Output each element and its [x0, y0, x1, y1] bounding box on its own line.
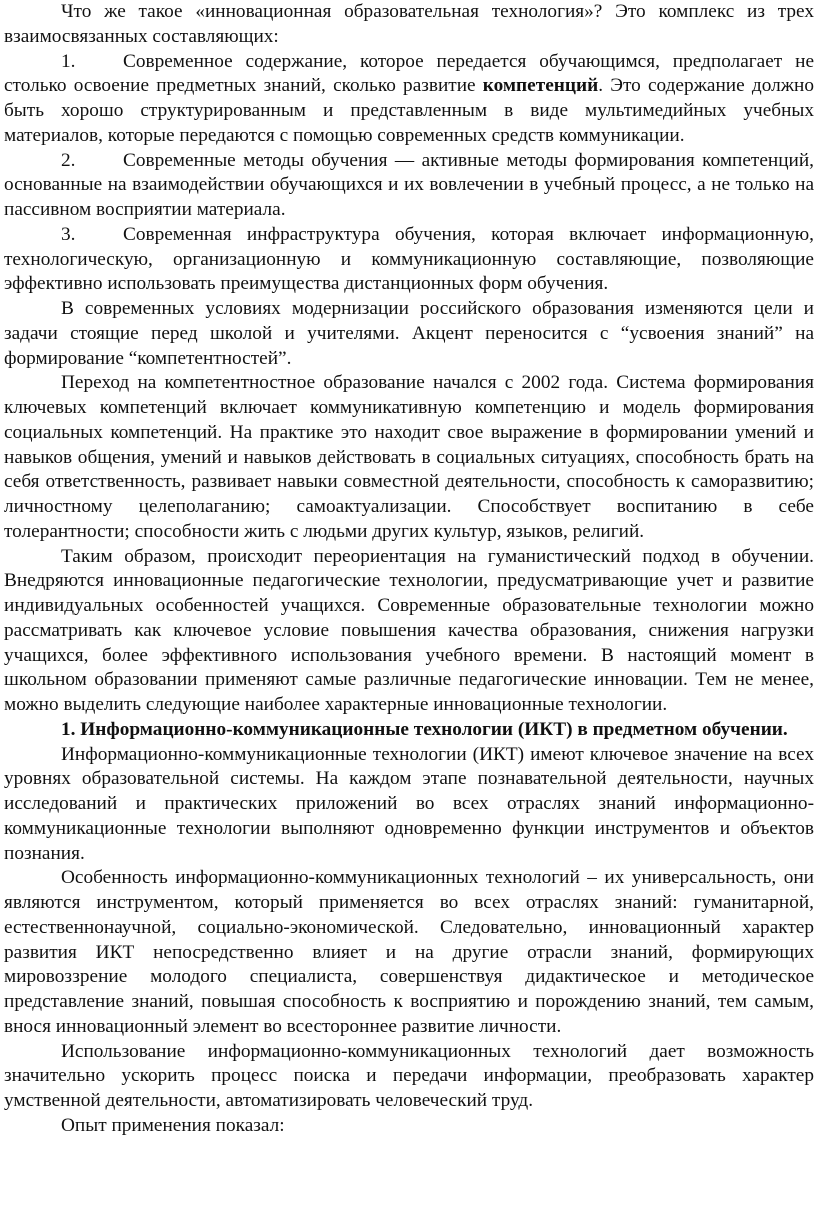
body-paragraph: Особенность информационно-коммуникационных технологий – их универсальность, они являются инструментом, который применяется во всех отраслях знаний: гуманитарной, естественнонаучной, социально-экономической. Следовательно, инновационный характер развития ИКТ непосредственно влияет и на другие отрасли знаний, формирующих мировоззрение молодого специалиста, совершенствуя дидактическое и методическое представление знаний, повышая способность к восприятию и порождению знаний, тем самым, внося инновационный элемент во всестороннее развитие личности.: [4, 867, 814, 1037]
list-item-3: [4, 223, 814, 297]
list-item-text: Современное содержание, которое передается обучающимся, предполагает не столько освоение предметных знаний, сколько развитие: [4, 50, 814, 97]
body-paragraph: Использование информационно-коммуникационных технологий дает возможность значительно ускорить процесс поиска и передачи информации, преобразовать характер умственной деятельности, автоматизировать человеческий труд.: [4, 1040, 814, 1111]
list-item-1: [4, 50, 814, 149]
list-item-2: [4, 149, 814, 223]
body-paragraph: Таким образом, происходит переориентация на гуманистический подход в обучении. Внедряются инновационные педагогические технологии, предусматривающие учет и развитие индивидуальных особенностей учащихся. Современные образовательные технологии можно рассматривать как ключевое условие повышения качества образования, снижения нагрузки учащихся, более эффективного использования учебного времени. В настоящий момент в школьном образовании применяют самые различные педагогические инновации. Тем не менее, можно выделить следующие наиболее характерные инновационные технологии.: [4, 545, 814, 715]
list-number: 3.: [61, 223, 76, 245]
list-item-text: . Это содержание должно быть хорошо структурированным и представленным в виде мультимедийных учебных материалов, которые передаются с помощью современных средств коммуникации.: [4, 75, 814, 146]
body-paragraph: Информационно-коммуникационные технологии (ИКТ) имеют ключевое значение на всех уровнях образовательной системы. На каждом этапе познавательной деятельности, научных исследований и практических приложений во всех отраслях знаний информационно-коммуникационные технологии выполняют одновременно функции инструментов и объектов познания.: [4, 743, 814, 864]
intro-paragraph: Что же такое «инновационная образовательная технология»? Это комплекс из трех взаимосвязанных составляющих:: [4, 1, 814, 47]
section-heading: 1. Информационно-коммуникационные технологии (ИКТ) в предметном обучении.: [61, 718, 788, 740]
body-paragraph: Переход на компетентностное образование начался с 2002 года. Система формирования ключевых компетенций включает коммуникативную компетенцию и модель формирования социальных компетенций. На практике это находит свое выражение в формировании умений и навыков общения, умений и навыков действовать в социальных ситуациях, способность брать на себя ответственность, развивает навыки совместной деятельности, способность к саморазвитию; личностному целеполаганию; самоактуализации. Способствует воспитанию в себе толерантности; способности жить с людьми других культур, языков, религий.: [4, 372, 814, 542]
list-item-text: Современные методы обучения — активные методы формирования компетенций, основанные на взаимодействии обучающихся и их вовлечении в учебный процесс, а не только на пассивном восприятии материала.: [4, 149, 814, 220]
list-number: 1.: [61, 50, 76, 72]
body-paragraph: В современных условиях модернизации российского образования изменяются цели и задачи стоящие перед школой и учителями. Акцент переносится с “усвоения знаний” на формирование “компетентностей”.: [4, 298, 814, 369]
bold-term: компетенций: [482, 75, 599, 97]
list-item-text: Современная инфраструктура обучения, которая включает информационную, технологическую, организационную и коммуникационную составляющие, позволяющие эффективно использовать преимущества дистанционных форм обучения.: [4, 223, 814, 295]
body-paragraph: Опыт применения показал:: [61, 1114, 285, 1136]
list-number: 2.: [61, 149, 76, 171]
